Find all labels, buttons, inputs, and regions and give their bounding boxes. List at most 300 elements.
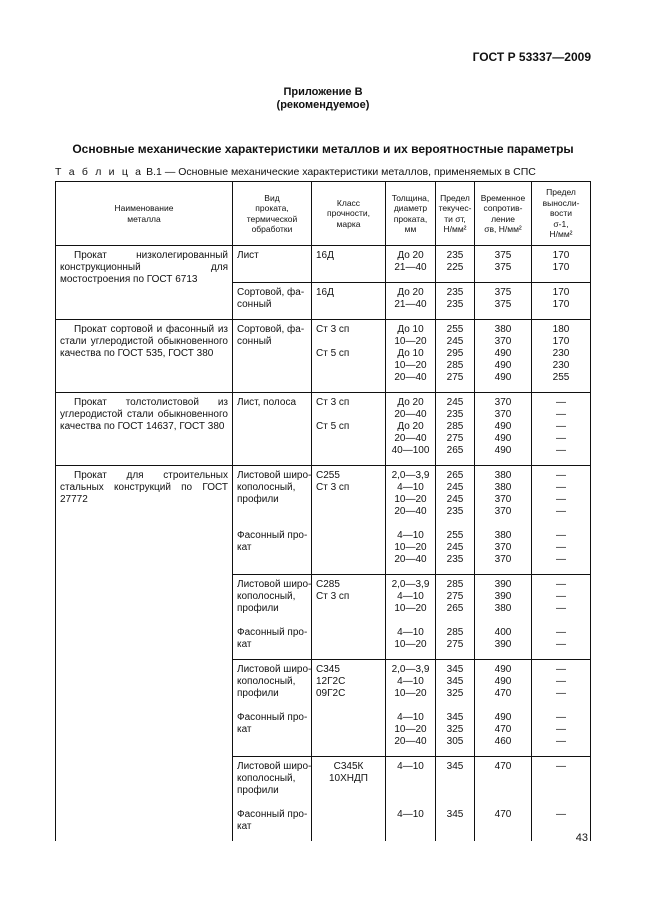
metal-name: Прокат сортовой и фасонный из стали углеродистой обыкновенного качества по ГОСТ 535, ГОСТ 380 — [60, 324, 228, 359]
steel-grade-line: Ст 3 сп — [316, 324, 350, 335]
header-line: Н/мм² — [549, 229, 573, 240]
steel-grade-line: Ст 3 сп — [316, 482, 350, 493]
thickness-line: До 20 — [397, 421, 424, 432]
yield-strength-line: 325 — [446, 724, 464, 735]
endurance-limit-line: 255 — [552, 372, 570, 383]
tensile-strength-line: 390 — [494, 579, 512, 590]
appendix-title: Приложение В — [283, 86, 363, 98]
thickness-line: 10—20 — [394, 603, 427, 614]
rolling-kind-line: кат — [237, 639, 252, 650]
tensile-strength-line: 375 — [494, 299, 512, 310]
thickness — [386, 393, 436, 466]
endurance-limit — [532, 320, 591, 393]
steel-grade-line: 12Г2С — [316, 676, 346, 687]
thickness — [386, 466, 436, 575]
thickness-line — [390, 773, 431, 785]
header-line: ление — [491, 213, 515, 224]
endurance-limit-line: — — [556, 433, 566, 444]
thickness-line: 40—100 — [391, 445, 430, 456]
yield-strength-line: 275 — [446, 591, 464, 602]
yield-strength — [436, 393, 475, 466]
endurance-limit-line: 230 — [552, 348, 570, 359]
thickness-line: До 20 — [397, 287, 424, 298]
thickness-line — [390, 700, 431, 712]
tensile-strength-line: 490 — [494, 421, 512, 432]
yield-strength-line: 235 — [446, 506, 464, 517]
table-row — [56, 246, 591, 283]
tensile-strength-line — [479, 615, 527, 627]
header-line: Толщина, — [391, 192, 430, 203]
steel-grade-line: 09Г2С — [316, 688, 346, 699]
endurance-limit-line: — — [556, 724, 566, 735]
col-header-endurance — [532, 182, 591, 246]
thickness — [386, 283, 436, 320]
yield-strength-line: 235 — [446, 409, 464, 420]
tensile-strength-line — [479, 773, 527, 785]
metal-name: Прокат низколегированный конструкционный для мостостроения по ГОСТ 6713 — [60, 250, 228, 285]
endurance-limit-line — [536, 773, 586, 785]
metal-name-cell — [56, 320, 233, 393]
rolling-kind-line: кат — [237, 542, 252, 553]
yield-strength-line: 265 — [446, 445, 464, 456]
thickness — [386, 575, 436, 660]
endurance-limit-line: — — [556, 409, 566, 420]
table-caption — [55, 166, 536, 178]
header-line: марка — [336, 218, 361, 229]
table-caption-prefix: Т а б л и ц а — [55, 166, 144, 178]
endurance-limit-line — [536, 700, 586, 712]
rolling-kind-line: Лист, полоса — [237, 397, 297, 408]
endurance-limit-line — [536, 615, 586, 627]
yield-strength-line: 245 — [446, 336, 464, 347]
tensile-strength-line: 490 — [494, 445, 512, 456]
yield-strength-line: 345 — [446, 664, 464, 675]
steel-grade-line: Ст 3 сп — [316, 397, 350, 408]
thickness — [386, 757, 436, 842]
rolling-kind — [233, 466, 312, 575]
steel-grade — [312, 757, 386, 842]
rolling-kind-line: Листовой широ- — [237, 761, 312, 772]
endurance-limit-line: — — [556, 579, 566, 590]
thickness-line: 10—20 — [394, 688, 427, 699]
tensile-strength-line: 380 — [494, 603, 512, 614]
endurance-limit-line: 170 — [552, 287, 570, 298]
endurance-limit-line: 170 — [552, 262, 570, 273]
thickness-line — [390, 797, 431, 809]
steel-grade — [312, 283, 386, 320]
header-line: вости — [549, 208, 573, 219]
table-header-row — [56, 182, 591, 246]
rolling-kind-line: кополосный, — [237, 676, 296, 687]
thickness-line: 20—40 — [394, 372, 427, 383]
endurance-limit-line — [536, 518, 586, 530]
header-line: металла — [127, 213, 161, 224]
col-header-grade — [312, 182, 386, 246]
thickness — [386, 660, 436, 757]
table-body — [56, 246, 591, 842]
page-number: 43 — [575, 832, 588, 844]
thickness-line: До 20 — [397, 397, 424, 408]
appendix-heading — [0, 86, 646, 112]
rolling-kind-line: Лист — [237, 250, 259, 261]
yield-strength-line: 345 — [446, 809, 464, 820]
header-line: Наименование — [114, 203, 174, 213]
thickness-line: 4—10 — [397, 591, 424, 602]
tensile-strength-line: 370 — [494, 336, 512, 347]
tensile-strength-line: 490 — [494, 360, 512, 371]
endurance-limit — [532, 393, 591, 466]
header-line: ти σт, — [444, 213, 466, 224]
rolling-kind — [233, 283, 312, 320]
endurance-limit-line: — — [556, 494, 566, 505]
tensile-strength-line: 470 — [494, 724, 512, 735]
endurance-limit-line: — — [556, 688, 566, 699]
tensile-strength-line — [479, 700, 527, 712]
col-header-name — [56, 182, 233, 246]
tensile-strength — [475, 320, 532, 393]
thickness-line: 4—10 — [397, 627, 424, 638]
endurance-limit — [532, 466, 591, 575]
thickness-line — [390, 518, 431, 530]
endurance-limit-line: — — [556, 603, 566, 614]
yield-strength-line: 235 — [446, 287, 464, 298]
endurance-limit-line: — — [556, 809, 566, 820]
yield-strength-line: 345 — [446, 761, 464, 772]
yield-strength-line: 235 — [446, 299, 464, 310]
yield-strength-line: 225 — [446, 262, 464, 273]
endurance-limit-line: — — [556, 542, 566, 553]
endurance-limit-line: — — [556, 470, 566, 481]
metal-name-cell — [56, 246, 233, 320]
tensile-strength-line: 490 — [494, 433, 512, 444]
header-line: прочности, — [327, 208, 370, 219]
thickness-line — [390, 615, 431, 627]
tensile-strength-line: 490 — [494, 372, 512, 383]
rolling-kind — [233, 575, 312, 660]
yield-strength-line: 255 — [446, 530, 464, 541]
thickness-line: 10—20 — [394, 724, 427, 735]
endurance-limit — [532, 757, 591, 842]
thickness — [386, 320, 436, 393]
yield-strength — [436, 575, 475, 660]
steel-grade-line: Ст 3 сп — [316, 591, 350, 602]
yield-strength-line: 345 — [446, 712, 464, 723]
yield-strength-line: 285 — [446, 360, 464, 371]
rolling-kind-line: Фасонный про- — [237, 530, 308, 541]
tensile-strength-line: 490 — [494, 676, 512, 687]
metal-name: Прокат толстолистовой из углеродистой стали обыкновенного качества по ГОСТ 14637, ГОСТ 380 — [60, 397, 228, 432]
rolling-kind-line: кополосный, — [237, 591, 296, 602]
header-line: проката, — [255, 203, 289, 213]
tensile-strength — [475, 466, 532, 575]
header-line: Класс — [336, 197, 361, 208]
header-line: σв, Н/мм² — [484, 224, 522, 234]
yield-strength-line: 305 — [446, 736, 464, 747]
endurance-limit-line: — — [556, 506, 566, 517]
yield-strength-line: 245 — [446, 397, 464, 408]
thickness-line: 21—40 — [394, 262, 427, 273]
yield-strength-line — [440, 797, 470, 809]
endurance-limit-line: 170 — [552, 336, 570, 347]
thickness-line: 4—10 — [397, 530, 424, 541]
tensile-strength-line: 370 — [494, 542, 512, 553]
thickness-line: 20—40 — [394, 433, 427, 444]
endurance-limit — [532, 283, 591, 320]
header-line: термической — [246, 213, 298, 224]
header-line: текучес- — [438, 203, 472, 213]
header-line: диаметр — [393, 203, 428, 213]
rolling-kind-line: Фасонный про- — [237, 627, 308, 638]
yield-strength-line: 245 — [446, 482, 464, 493]
steel-grade — [312, 466, 386, 575]
steel-grade-line: С255 — [316, 470, 340, 481]
thickness-line: 10—20 — [394, 639, 427, 650]
section-title: Основные механические характеристики металлов и их вероятностные параметры — [72, 142, 574, 156]
tensile-strength-line: 380 — [494, 470, 512, 481]
tensile-strength — [475, 393, 532, 466]
tensile-strength-line: 380 — [494, 482, 512, 493]
rolling-kind-line: сонный — [237, 336, 272, 347]
rolling-kind-line — [237, 615, 307, 627]
thickness-line: 10—20 — [394, 360, 427, 371]
header-line: мм — [404, 224, 417, 234]
rolling-kind — [233, 393, 312, 466]
thickness-line: 20—40 — [394, 506, 427, 517]
tensile-strength — [475, 757, 532, 842]
rolling-kind-line — [237, 700, 307, 712]
yield-strength-line: 275 — [446, 639, 464, 650]
yield-strength — [436, 660, 475, 757]
yield-strength-line — [440, 700, 470, 712]
thickness-line: 20—40 — [394, 554, 427, 565]
metal-name: Прокат для строительных стальных конструкций по ГОСТ 27772 — [60, 470, 228, 505]
endurance-limit-line: — — [556, 421, 566, 432]
steel-grade-line: С285 — [316, 579, 340, 590]
endurance-limit-line: — — [556, 530, 566, 541]
thickness-line: До 10 — [397, 324, 424, 335]
tensile-strength-line — [479, 518, 527, 530]
endurance-limit-line: — — [556, 445, 566, 456]
thickness-line: 20—40 — [394, 409, 427, 420]
metal-name-cell — [56, 466, 233, 842]
thickness-line: 10—20 — [394, 336, 427, 347]
rolling-kind — [233, 320, 312, 393]
tensile-strength-line: 370 — [494, 554, 512, 565]
thickness-line: 10—20 — [394, 542, 427, 553]
yield-strength-line: 275 — [446, 372, 464, 383]
steel-grade-line — [316, 336, 381, 348]
rolling-kind — [233, 660, 312, 757]
endurance-limit-line: — — [556, 591, 566, 602]
steel-grade-line: Ст 5 сп — [316, 421, 350, 432]
thickness-line: 4—10 — [397, 482, 424, 493]
steel-grade — [312, 246, 386, 283]
yield-strength-line: 265 — [446, 470, 464, 481]
rolling-kind-line: Сортовой, фа- — [237, 287, 305, 298]
rolling-kind-line: Фасонный про- — [237, 712, 308, 723]
thickness-line: 20—40 — [394, 736, 427, 747]
tensile-strength-line: 380 — [494, 530, 512, 541]
thickness-line: 4—10 — [397, 712, 424, 723]
endurance-limit — [532, 660, 591, 757]
thickness-line: 2,0—3,9 — [391, 579, 430, 590]
col-header-thickness — [386, 182, 436, 246]
thickness-line: 4—10 — [397, 761, 424, 772]
yield-strength-line: 245 — [446, 494, 464, 505]
steel-grade — [312, 660, 386, 757]
rolling-kind-line — [237, 506, 307, 518]
rolling-kind-line: Листовой широ- — [237, 664, 312, 675]
steel-grade-line: 10ХНДП — [329, 773, 368, 784]
steel-grade-line: С345К — [333, 761, 364, 772]
steel-grade-line: 16Д — [316, 250, 334, 261]
yield-strength — [436, 283, 475, 320]
yield-strength-line — [440, 615, 470, 627]
tensile-strength — [475, 283, 532, 320]
endurance-limit-line: — — [556, 736, 566, 747]
thickness-line: До 20 — [397, 250, 424, 261]
endurance-limit-line: — — [556, 761, 566, 772]
tensile-strength-line: 380 — [494, 324, 512, 335]
header-line: Н/мм² — [443, 224, 467, 234]
tensile-strength-line — [479, 797, 527, 809]
endurance-limit-line: 170 — [552, 299, 570, 310]
rolling-kind-line: профили — [237, 688, 279, 699]
thickness-line: До 10 — [397, 348, 424, 359]
yield-strength-line: 295 — [446, 348, 464, 359]
col-header-tensile — [475, 182, 532, 246]
tensile-strength-line: 370 — [494, 494, 512, 505]
tensile-strength-line — [479, 785, 527, 797]
header-line: Вид — [264, 192, 280, 203]
rolling-kind — [233, 246, 312, 283]
thickness-line: 2,0—3,9 — [391, 664, 430, 675]
table-row — [56, 466, 591, 575]
yield-strength — [436, 757, 475, 842]
yield-strength — [436, 320, 475, 393]
thickness-line: 4—10 — [397, 809, 424, 820]
yield-strength-line — [440, 518, 470, 530]
steel-grade-line: С345 — [316, 664, 340, 675]
yield-strength-line: 345 — [446, 676, 464, 687]
tensile-strength-line: 470 — [494, 688, 512, 699]
header-line: Предел — [440, 192, 470, 203]
tensile-strength-line: 370 — [494, 409, 512, 420]
rolling-kind-line: профили — [237, 494, 279, 505]
thickness-line: 2,0—3,9 — [391, 470, 430, 481]
yield-strength-line: 235 — [446, 250, 464, 261]
endurance-limit-line: — — [556, 627, 566, 638]
rolling-kind-line: кополосный, — [237, 482, 296, 493]
yield-strength-line — [440, 773, 470, 785]
endurance-limit-line: — — [556, 482, 566, 493]
tensile-strength-line: 490 — [494, 348, 512, 359]
tensile-strength-line: 370 — [494, 397, 512, 408]
header-line: σ-1, — [553, 218, 569, 229]
tensile-strength-line: 470 — [494, 761, 512, 772]
yield-strength-line: 275 — [446, 433, 464, 444]
endurance-limit-line: 230 — [552, 360, 570, 371]
tensile-strength — [475, 246, 532, 283]
tensile-strength-line: 460 — [494, 736, 512, 747]
tensile-strength-line: 375 — [494, 287, 512, 298]
rolling-kind-line: Фасонный про- — [237, 809, 308, 820]
endurance-limit-line: — — [556, 712, 566, 723]
yield-strength-line: 255 — [446, 324, 464, 335]
endurance-limit-line — [536, 785, 586, 797]
endurance-limit-line: — — [556, 639, 566, 650]
yield-strength-line: 235 — [446, 554, 464, 565]
thickness-line: 4—10 — [397, 676, 424, 687]
header-line: проката, — [393, 213, 428, 224]
yield-strength — [436, 246, 475, 283]
standard-header: ГОСТ Р 53337—2009 — [472, 50, 591, 64]
metal-name-cell — [56, 393, 233, 466]
endurance-limit-line: 170 — [552, 250, 570, 261]
yield-strength-line: 325 — [446, 688, 464, 699]
rolling-kind — [233, 757, 312, 842]
yield-strength-line: 285 — [446, 421, 464, 432]
thickness-line: 10—20 — [394, 494, 427, 505]
yield-strength-line: 285 — [446, 579, 464, 590]
tensile-strength-line: 375 — [494, 250, 512, 261]
thickness-line: 21—40 — [394, 299, 427, 310]
yield-strength-line — [440, 785, 470, 797]
rolling-kind-line — [237, 797, 307, 809]
rolling-kind-line: профили — [237, 603, 279, 614]
thickness — [386, 246, 436, 283]
header-line: обработки — [251, 224, 293, 234]
endurance-limit — [532, 246, 591, 283]
table-caption-text: В.1 — Основные механические характеристики металлов, применяемых в СПС — [143, 166, 536, 178]
yield-strength — [436, 466, 475, 575]
tensile-strength-line: 400 — [494, 627, 512, 638]
header-line: Предел — [546, 187, 576, 198]
steel-grade — [312, 575, 386, 660]
table-row — [56, 393, 591, 466]
steel-grade — [312, 320, 386, 393]
rolling-kind-line: Листовой широ- — [237, 579, 312, 590]
metals-table — [55, 181, 591, 841]
header-line: выносли- — [542, 197, 580, 208]
rolling-kind-line: кат — [237, 724, 252, 735]
endurance-limit-line: — — [556, 554, 566, 565]
col-header-kind — [233, 182, 312, 246]
steel-grade — [312, 393, 386, 466]
tensile-strength-line: 370 — [494, 506, 512, 517]
endurance-limit-line — [536, 797, 586, 809]
endurance-limit-line: — — [556, 676, 566, 687]
header-line: Временное — [480, 192, 526, 203]
tensile-strength — [475, 660, 532, 757]
thickness-line — [390, 785, 431, 797]
tensile-strength-line: 375 — [494, 262, 512, 273]
yield-strength-line: 285 — [446, 627, 464, 638]
rolling-kind-line: Сортовой, фа- — [237, 324, 305, 335]
tensile-strength-line: 390 — [494, 639, 512, 650]
rolling-kind-line: сонный — [237, 299, 272, 310]
tensile-strength — [475, 575, 532, 660]
endurance-limit-line: — — [556, 397, 566, 408]
tensile-strength-line: 470 — [494, 809, 512, 820]
rolling-kind-line: кат — [237, 821, 252, 832]
tensile-strength-line: 490 — [494, 664, 512, 675]
rolling-kind-line: Листовой широ- — [237, 470, 312, 481]
header-line: сопротив- — [483, 203, 523, 213]
endurance-limit-line: — — [556, 664, 566, 675]
endurance-limit-line: 180 — [552, 324, 570, 335]
yield-strength-line: 265 — [446, 603, 464, 614]
